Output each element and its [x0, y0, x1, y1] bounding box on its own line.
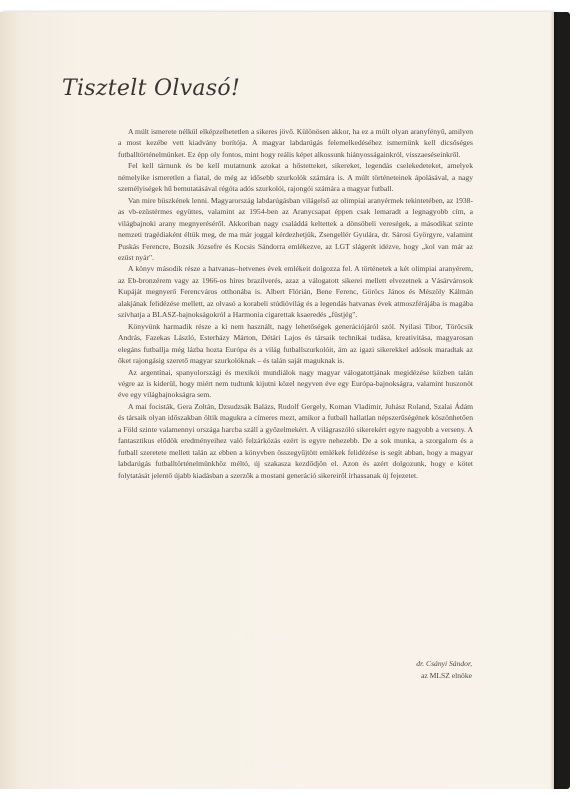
signature-name: dr. Csányi Sándor, — [416, 659, 472, 668]
paragraph: Van mire büszkének lenni. Magyarország labdarúgásban világelső az olimpiai aranyérmek tekintetében, az 1938-as vb-ezüstérmes együttes, valamint az 1954-ben az Aranycsapat éppen csak lemaradt a legnagyobb cím, a világbajnoki arany megnyeréséről. Akkoriban nagy családdá keltettek a dönsöbeli vereségek, a másodikat szinte nemzeti tragédiaként éltük meg, de ma már joggal kérdezhetjük, Zsengellér Gyulára, dr. Sárosi Györgyre, valamint Puskás Ferencre, Bozsik Józsefre és Kocsis Sándorra emlékezve, az LGT slágerét idézve, hogy „kol van már az ezüst nyár". — [118, 195, 473, 262]
bottom-margin — [0, 789, 570, 799]
body-text — [118, 126, 473, 481]
paragraph: Fel kell tárnunk és be kell mutatnunk azokat a hőstetteket, sikereket, legendás cselekedeteket, amelyek némelyike ismeretlen a fiatal, de még az idősebb szurkolók számára is. A múlt történeteinek ápolásával, a nagy személyiségek hű bemutatásával régóta adós szurkolói, rajongói számára a magyar futball. — [118, 161, 473, 194]
page-content — [0, 12, 554, 789]
paragraph: Könyvünk harmadik része a ki nem használt, nagy lehetőségek generációjáról szól. Nyilasi Tibor, Törőcsik András, Fazekas László, Esterházy Márton, Détári Lajos és társaik technikai tudása, kreativitása, magyarosan elegáns futballja még lázba hozta Európa és a világ futballszurkolóit, ám az igazi sikerekkel adósok maradtak az őket rajongásig szerető magyar szurkolóknak – és talán saját maguknak is. — [118, 321, 473, 366]
paragraph: A mai focisták, Gera Zoltán, Dzsudzsák Balázs, Rudolf Gergely, Koman Vladimir, Juhász Roland, Szalai Ádám és társaik olyan időszakban öltik magukra a címeres mezt, amikor a futball hallatlan népszerűségének köszönhetően a Föld szinte valamennyi országa harcba száll a győzelmekért. A világraszóló sikerekért egyre nagyobb a verseny. A fantasztikus elődök eredményeihez való felzárkózás ezért is egyre nehezebb. De a sok munka, a szorgalom és a futball szeretete mellett talán az ebben a könyvben összegyűjtött emlékek felidézése is segít abban, hogy a magyar labdarúgás futballtörténelmünkhöz méltó, új szakasza kezdődjön el. Azon és azért dolgozunk, hogy e kötet folytatását jelentő újabb kiadásban a szerzők a mostani generáció sikereiről írhassanak új fejezetet. — [118, 401, 473, 480]
signature-role: az MLSZ elnöke — [420, 671, 472, 680]
signature-block — [416, 658, 472, 682]
paragraph: Az argentínai, spanyolországi és mexikói mundiálok nagy magyar válogatottjának megidézése közben talán végre az is kiderül, hogy miért nem tudtunk kijutni közel negyven éve egy Európa-bajnokságra, valamint huszonöt éve egy világbajnokságra sem. — [118, 367, 473, 400]
paragraph: A múlt ismerete nélkül elképzelhetetlen a sikeres jövő. Különösen akkor, ha ez a múlt olyan aranyfényű, amilyen a most kezébe vett kiadvány borítója. A magyar labdarúgás felemelkedéséhez ismernünk kell dicsőséges futballtörténelmünket. Ez épp oly fontos, mint hogy reális képet alkossunk hiányosságainkról, visszaeséseinkről. — [118, 127, 473, 159]
page-heading: Tisztelt Olvasó! — [62, 76, 241, 101]
paragraph: A könyv második része a hatvanas–hetvenes évek emlékeit dolgozza fel. A történetek a két olimpiai aranyérem, az Eb-bronzérem vagy az 1966-os híres brazilverés, azaz a válogatott sikerei mellett elvezetnek a Vásárvárosok Kupáját megnyerő Ferencváros otthonába is. Albert Flórián, Bene Ferenc, Göröcs János és Mészöly Kálmán alakjának felidézése mellett, az olvasó a korabeli stúdióvilág és a legendás hatvanas évek atmoszférájába is magába szívhatja a BLASZ-bajnokságokról a Harmonia cigarettak ksaeredés „füstjég". — [118, 264, 473, 320]
book-page — [0, 12, 554, 789]
